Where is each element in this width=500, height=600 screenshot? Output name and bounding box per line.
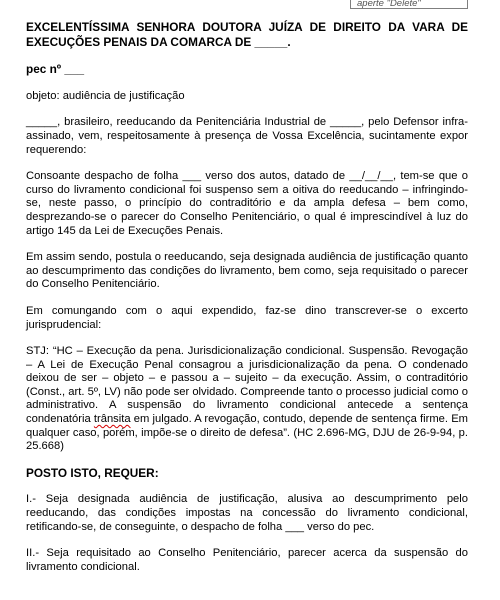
intro-paragraph: _____, brasileiro, reeducando da Penitenciária Industrial de _____, pelo Defensor infra-assinado, vem, respeitosamente à presença de Vossa Excelência, sucintamente expor requerendo: [26,116,468,156]
paragraph-consoante: Consoante despacho de folha ___ verso dos autos, datado de __/__/__, tem-se que o curso do livramento condicional foi suspenso sem a oitiva do reeducando – infringindo-se, neste passo, o princípio do contraditório e da ampla defesa – bem como, desprezando-se o parecer do Conselho Penitenciário, o qual é imprescindível à luz do artigo 145 da Lei de Execuções Penais. [26,170,468,237]
stj-quote-end: em julgado. A revogação, contudo, depende de sentença firme. Em qualquer caso, porém, impõe-se o direito de defesa”. (HC 2.696-MG, DJU de 26-9-94, p. 25.668) [26,413,468,453]
pec-number: pec nº ___ [26,62,85,77]
stj-quote-start: STJ: “HC – Execução da pena. Jurisdicionalização condicional. Suspensão. Revogação – A Lei de Execução Penal consagrou a jurisdicionalização da pena. O condenado deixou de ser – objeto – e passou a – sujeito – da execução. Assim, o contraditório (Const., art. 5º, LV) não pode ser olvidado. Compreende tanto o processo judicial como o administrativo. A suspensão do livramento condicional antecede a sentença condenatória [26,345,468,426]
paragraph-assim-sendo: Em assim sendo, postula o reeducando, seja designada audiência de justificação quanto ao descumprimento das condições do livramento, bem como, seja requisitado o parecer do Conselho Penitenciário. [26,251,468,291]
delete-hint-tooltip: aperte "Delete" [350,0,468,9]
request-item-1: I.- Seja designada audiência de justificação, alusiva ao descumprimento pelo reeducando, das condições impostas na concessão do livramento condicional, retificando-se, de conseguinte, o despacho de folha ___ verso do pec. [26,493,468,533]
requests-heading: POSTO ISTO, REQUER: [26,465,159,480]
stj-quote-paragraph [26,345,468,454]
request-item-2: II.- Seja requisitado ao Conselho Penitenciário, parecer acerca da suspensão do livramento condicional. [26,547,468,573]
paragraph-comungando: Em comungando com o aqui expendido, faz-se dino transcrever-se o excerto jurisprudencial: [26,304,468,331]
petition-document[interactable] [26,20,468,587]
document-title: EXCELENTÍSSIMA SENHORA DOUTORA JUÍZA DE DIREITO DA VARA DE EXECUÇÕES PENAIS DA COMARCA DE _____. [26,20,468,49]
object-line: objeto: audiência de justificação [26,89,185,102]
misspelled-word: trânsita [93,413,131,426]
